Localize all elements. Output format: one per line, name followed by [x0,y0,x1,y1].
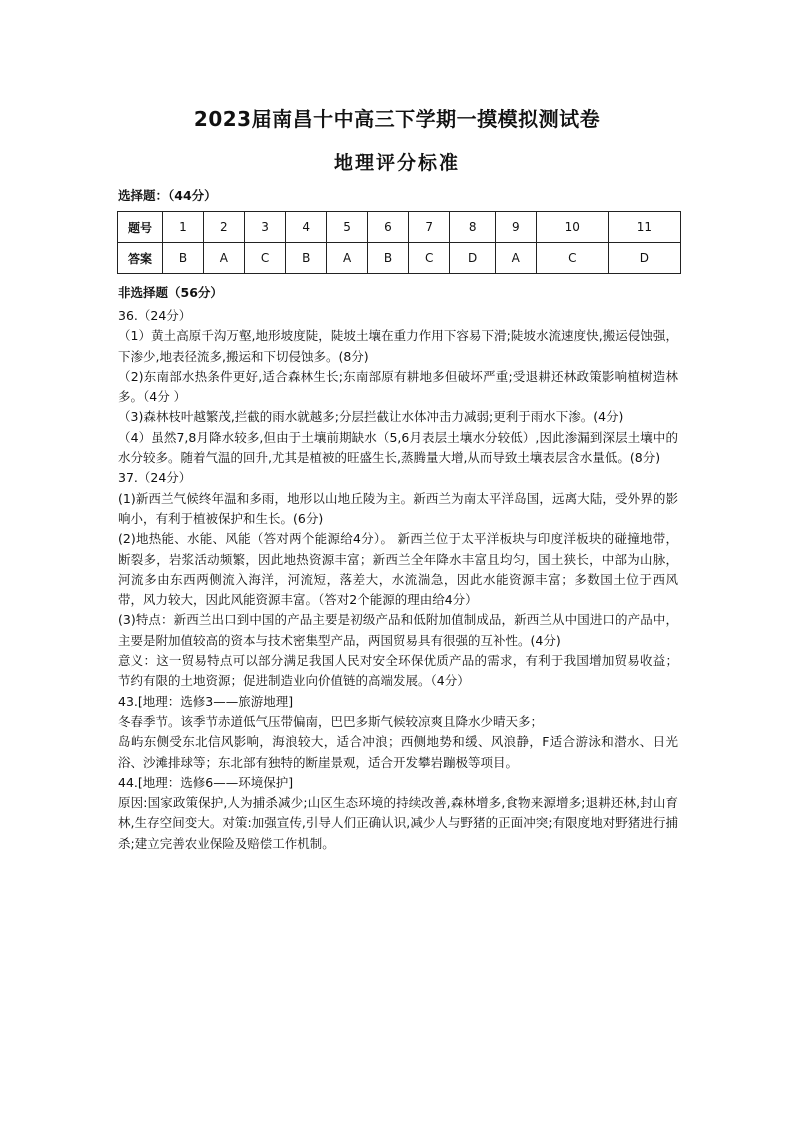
answer-cell: C [244,243,286,274]
nonchoice-section-label: 非选择题（56分） [118,285,223,300]
q43-answer-1: 冬春季节。该季节赤道低气压带偏南，巴巴多斯气候较凉爽且降水少晴天多； [118,713,544,729]
answer-cell: B [368,243,409,274]
q43-heading: 43.[地理：选修3——旅游地理] [118,693,294,709]
answer-cell: D [608,243,680,274]
question-number: 5 [327,212,368,243]
q36-part3: （3)森林枝叶越繁茂,拦截的雨水就越多;分层拦截让水体冲击力减弱;更利于雨水下渗。(4分) [118,409,624,425]
q37-significance: 意义：这一贸易特点可以部分满足我国人民对安全环保优质产品的需求，有利于我国增加贸易收益；节约有限的土地资源；促进制造业向价值链的高端发展。（4分） [118,653,678,689]
answer-table [117,211,681,274]
answer-cell: A [495,243,536,274]
q37-part1: (1)新西兰气候终年温和多雨，地形以山地丘陵为主。新西兰为南太平洋岛国，远离大陆，受外界的影响小，有利于植被保护和生长。(6分) [118,490,678,526]
q37-part2: (2)地热能、水能、风能（答对两个能源给4分）。 新西兰位于太平洋板块与印度洋板块的碰撞地带，断裂多，岩浆活动频繁，因此地热资源丰富；新西兰全年降水丰富且均匀，国土狭长，中部为山脉，河流多由东西两侧流入海洋，河流短，落差大，水流湍急，因此水能资源丰富；多数国土位于西风带，风力较大，因此风能资源丰富。（答对2个能源的理由给4分） [118,531,678,608]
answer-cell: C [408,243,450,274]
answer-cell: A [327,243,368,274]
page-subtitle: 地理评分标准 [333,152,460,174]
q37-part3: (3)特点：新西兰出口到中国的产品主要是初级产品和低附加值制成品，新西兰从中国进口的产品中，主要是附加值较高的资本与技术密集型产品，两国贸易具有很强的互补性。(4分) [118,612,678,648]
q37-heading: 37.（24分） [118,470,192,486]
q36-heading: 36.（24分） [118,308,192,323]
question-number-row [118,212,681,243]
answer-row [118,243,681,274]
q36-part4: （4）虽然7,8月降水较多,但由于土壤前期缺水（5,6月表层土壤水分较低）,因此渗漏到深层土壤中的水分较多。随着气温的回升,尤其是植被的旺盛生长,蒸腾量大增,从而导致土壤表层含水量低。(8分) [118,429,678,466]
answer-cell: B [286,243,327,274]
q36-part1: （1）黄土高原千沟万壑,地形坡度陡，陡坡土壤在重力作用下容易下滑;陡坡水流速度快,搬运侵蚀强，下渗少,地表径流多,搬运和下切侵蚀多。(8分) [118,328,678,364]
q43-answer-2: 岛屿东侧受东北信风影响，海浪较大，适合冲浪；西侧地势和缓、风浪静，F适合游泳和潜水、日光浴、沙滩排球等；东北部有独特的断崖景观，适合开发攀岩蹦极等项目。 [118,734,678,770]
page-title: 2023届南昌十中高三下学期一摸模拟测试卷 [193,107,601,131]
question-number: 9 [495,212,536,243]
question-number: 10 [536,212,608,243]
q44-answer: 原因:国家政策保护,人为捕杀减少;山区生态环境的持续改善,森林增多,食物来源增多;退耕还林,封山育林,生存空间变大。对策:加强宣传,引导人们正确认识,减少人与野猪的正面冲突;有限度地对野猪进行捕杀;建立完善农业保险及赔偿工作机制。 [118,795,678,851]
question-number: 8 [450,212,495,243]
row-header-question: 题号 [118,212,163,243]
answer-body [118,306,678,854]
question-number: 11 [608,212,680,243]
question-number: 2 [203,212,244,243]
q44-heading: 44.[地理：选修6——环境保护] [118,774,294,790]
question-number: 3 [244,212,286,243]
answer-cell: A [203,243,244,274]
choice-section-label: 选择题：（44分） [118,188,217,203]
answer-cell: B [163,243,204,274]
question-number: 6 [368,212,409,243]
question-number: 7 [408,212,450,243]
row-header-answer: 答案 [118,243,163,274]
answer-cell: C [536,243,608,274]
q36-part2: （2)东南部水热条件更好,适合森林生长;东南部原有耕地多但破坏严重;受退耕还林政策影响植树造林多。（4分 ） [118,368,678,405]
answer-cell: D [450,243,495,274]
question-number: 1 [163,212,204,243]
question-number: 4 [286,212,327,243]
